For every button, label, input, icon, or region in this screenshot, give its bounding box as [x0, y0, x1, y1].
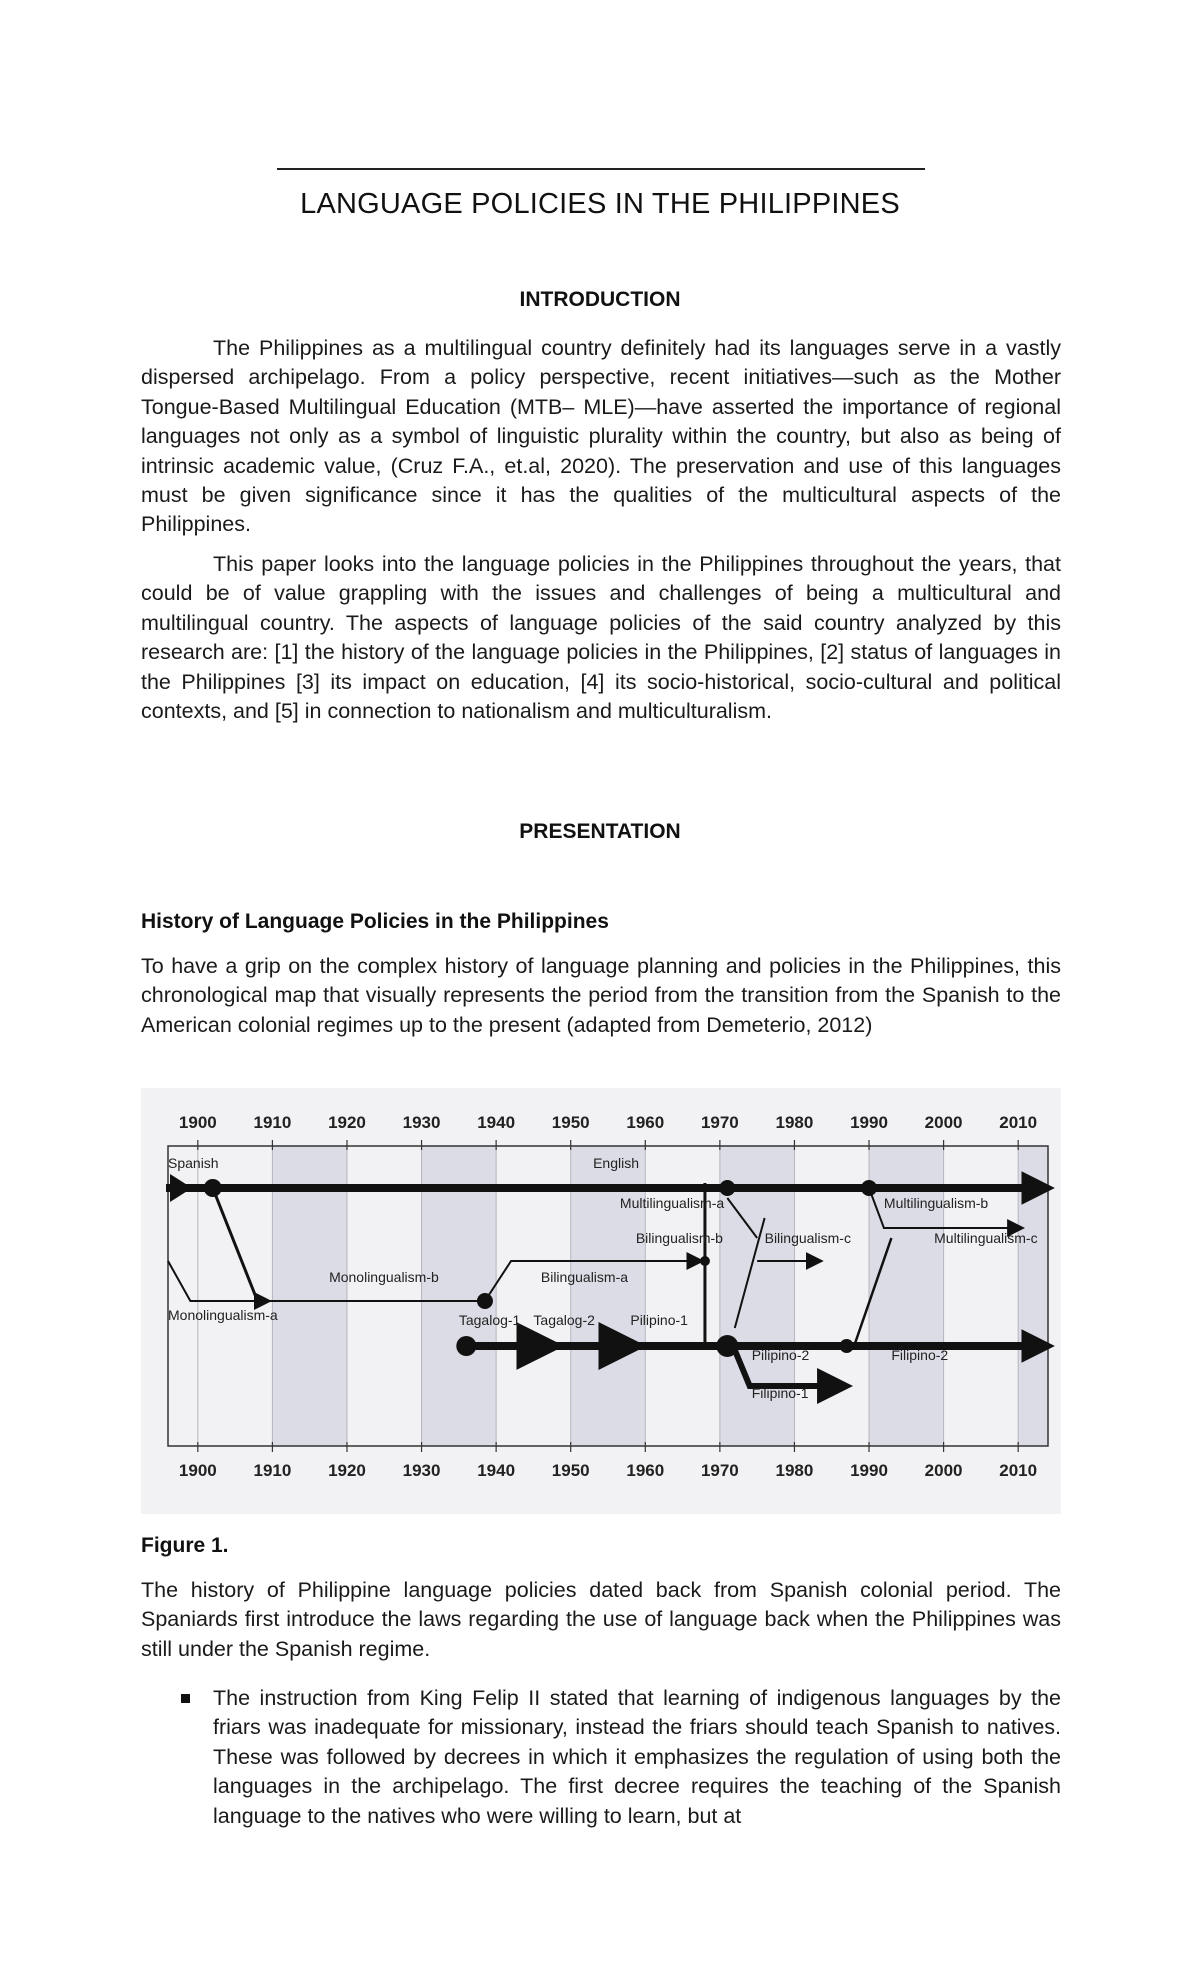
year-label-bottom: 1990 — [850, 1461, 888, 1480]
event-dot — [716, 1335, 738, 1357]
figure-caption: Figure 1. — [141, 1534, 229, 1557]
year-label-bottom: 1910 — [253, 1461, 292, 1480]
event-dot — [204, 1179, 222, 1197]
year-label-top: 2010 — [999, 1113, 1038, 1132]
year-label-top: 2000 — [924, 1113, 963, 1132]
list-item-text: The instruction from King Felip II stated that learning of indigenous languages by the friars was inadequate for missionary, instead the friars should teach Spanish to natives. These was followed by decrees in which it emphasizes the regulation of using both the languages in the archipelago. The first decree requires the teaching of the Spanish language to the natives who were willing to learn, but at — [213, 1686, 1061, 1828]
year-label-top: 1930 — [402, 1113, 441, 1132]
history-subheading: History of Language Policies in the Philippines — [141, 910, 609, 933]
year-label-top: 1990 — [850, 1113, 888, 1132]
year-label-bottom: 1980 — [775, 1461, 814, 1480]
policy-label: Filipino-1 — [751, 1385, 809, 1401]
year-label-bottom: 1930 — [402, 1461, 441, 1480]
bullet-square-icon — [181, 1694, 190, 1703]
policy-label: Filipino-2 — [891, 1347, 949, 1363]
list-item — [141, 1684, 1061, 1831]
year-label-bottom: 1920 — [328, 1461, 366, 1480]
history-paragraph: To have a grip on the complex history of language planning and policies in the Philippines, this chronological map that visually represents the period from the transition from the Spanish to the American colonial regimes up to the present (adapted from Demeterio, 2012) — [141, 954, 1061, 1037]
policy-label: Pilipino-1 — [630, 1312, 688, 1328]
policy-label: Tagalog-1 — [458, 1312, 521, 1328]
policy-label: Monolingualism-a — [168, 1307, 278, 1323]
event-dot — [477, 1293, 493, 1309]
year-label-top: 1970 — [700, 1113, 739, 1132]
event-dot — [719, 1180, 735, 1196]
introduction-heading: INTRODUCTION — [519, 288, 681, 311]
policy-label: Multilingualism-c — [934, 1230, 1038, 1246]
policy-label: Multilingualism-b — [883, 1195, 989, 1211]
page-title: LANGUAGE POLICIES IN THE PHILIPPINES — [300, 188, 900, 220]
year-label-bottom: 1940 — [477, 1461, 516, 1480]
policy-label: English — [593, 1155, 640, 1171]
title-rule — [277, 168, 925, 170]
year-label-top: 1920 — [328, 1113, 366, 1132]
year-label-top: 1960 — [626, 1113, 665, 1132]
year-label-top: 1900 — [178, 1113, 217, 1132]
event-dot — [700, 1256, 710, 1266]
policy-label: Bilingualism-b — [635, 1230, 723, 1246]
year-label-bottom: 1900 — [178, 1461, 217, 1480]
intro-paragraph-2: This paper looks into the language policies in the Philippines throughout the years, that could be of value grappling with the issues and challenges of being a multicultural and multilingual country. The aspects of language policies of the said country analyzed by this research are: [1] the history of the language policies in the Philippines, [2] status of languages in the Philippines [3] its impact on education, [4] its socio-historical, socio-cultural and political contexts, and [5] in connection to nationalism and multiculturalism. — [141, 552, 1061, 724]
timeline-chart — [141, 1088, 1061, 1514]
event-dot — [840, 1339, 854, 1353]
year-label-top: 1950 — [551, 1113, 590, 1132]
year-label-bottom: 2010 — [999, 1461, 1038, 1480]
policy-label: Bilingualism-a — [540, 1269, 629, 1285]
year-label-bottom: 1970 — [700, 1461, 739, 1480]
year-label-top: 1940 — [477, 1113, 516, 1132]
policy-label: Bilingualism-c — [764, 1230, 851, 1246]
policy-label: Spanish — [168, 1155, 219, 1171]
event-dot — [456, 1336, 476, 1356]
policy-label: Multilingualism-a — [619, 1195, 725, 1211]
year-label-bottom: 2000 — [924, 1461, 963, 1480]
policy-label: Pilipino-2 — [751, 1347, 810, 1363]
year-label-top: 1910 — [253, 1113, 292, 1132]
timeline-figure — [141, 1088, 1061, 1514]
policy-label: Monolingualism-b — [329, 1269, 439, 1285]
intro-paragraph-1: The Philippines as a multilingual country definitely had its languages serve in a vastly dispersed archipelago. From a policy perspective, recent initiatives—such as the Mother Tongue-Based Multilingual Education (MTB– MLE)—have asserted the importance of regional languages not only as a symbol of linguistic plurality within the country, but also as being of intrinsic academic value, (Cruz F.A., et.al, 2020). The preservation and use of this languages must be given significance since it has the qualities of the multicultural aspects of the Philippines. — [141, 336, 1061, 537]
after-figure-paragraph: The history of Philippine language policies dated back from Spanish colonial period. The Spaniards first introduce the laws regarding the use of language back when the Philippines was still under the Spanish regime. — [141, 1578, 1061, 1661]
year-label-top: 1980 — [775, 1113, 814, 1132]
event-dot — [861, 1180, 877, 1196]
presentation-heading: PRESENTATION — [519, 820, 681, 843]
year-label-bottom: 1960 — [626, 1461, 665, 1480]
bullet-list — [141, 1684, 1061, 1831]
policy-label: Tagalog-2 — [533, 1312, 595, 1328]
year-label-bottom: 1950 — [551, 1461, 590, 1480]
